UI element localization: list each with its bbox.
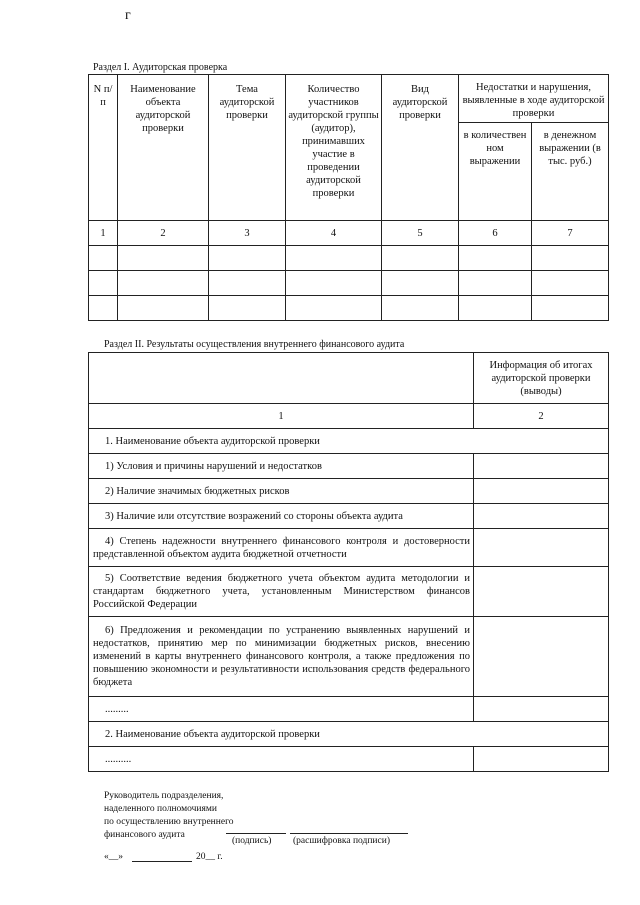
- header-num: N п/п: [89, 75, 118, 221]
- object-name-row-2: 2. Наименование объекта аудиторской проверки: [89, 722, 609, 747]
- col-number: 5: [382, 221, 459, 246]
- ellipsis-row: .........: [89, 697, 474, 722]
- results-table: [88, 352, 609, 772]
- header-topic: Тема аудиторской проверки: [209, 75, 286, 221]
- objections-row: 3) Наличие или отсутствие возражений со стороны объекта аудита: [89, 504, 474, 529]
- col-number: 6: [459, 221, 532, 246]
- corner-mark: г: [125, 8, 131, 23]
- reliability-row: 4) Степень надежности внутреннего финансового контроля и достоверности представленной объектом аудита бюджетной отчетности: [89, 529, 474, 567]
- header-participants: Количество участников аудиторской группы (аудитор), принимавших участие в проведении аудиторской проверки: [286, 75, 382, 221]
- column-numbers-row: [89, 221, 609, 246]
- budget-risks-row: 2) Наличие значимых бюджетных рисков: [89, 479, 474, 504]
- col-number: 4: [286, 221, 382, 246]
- header-quantity: в количествен ном выражении: [459, 123, 532, 221]
- header-money: в денежном выражении (в тыс. руб.): [532, 123, 609, 221]
- header-object: Наименование объекта аудиторской проверки: [118, 75, 209, 221]
- col-number: 2: [474, 404, 609, 429]
- decode-underline: [290, 833, 408, 834]
- compliance-row: 5) Соответствие ведения бюджетного учета объектом аудита методологии и стандартам бюджетного учета, установленным Министерством финансов Российской Федерации: [89, 567, 474, 617]
- date-day: «__»: [104, 852, 123, 862]
- table-row: [89, 246, 609, 271]
- audit-table: [88, 74, 609, 321]
- header-info: Информация об итогах аудиторской проверки (выводы): [474, 353, 609, 404]
- signature-line: Руководитель подразделения,: [104, 791, 224, 801]
- conditions-row: 1) Условия и причины нарушений и недостатков: [89, 454, 474, 479]
- header-type: Вид аудиторской проверки: [382, 75, 459, 221]
- table-row: [89, 296, 609, 321]
- date-year: 20__ г.: [196, 852, 223, 862]
- date-month-underline: [132, 861, 192, 862]
- ellipsis-row-2: ..........: [89, 747, 474, 772]
- column-numbers-row: [89, 404, 609, 429]
- col-number: 1: [89, 221, 118, 246]
- proposals-row: 6) Предложения и рекомендации по устранению выявленных нарушений и недостатков, принятию мер по минимизации бюджетных рисков, внесению изменений в карты внутреннего финансового контроля, а также предложения по повышению экономности и результативности использования средств федерального бюджета: [89, 617, 474, 697]
- signature-line: наделенного полномочиями: [104, 804, 217, 814]
- section2-title: Раздел II. Результаты осуществления внутреннего финансового аудита: [104, 339, 405, 350]
- signature-line: финансового аудита: [104, 830, 185, 840]
- col-number: 7: [532, 221, 609, 246]
- col-number: 2: [118, 221, 209, 246]
- signature-line: по осуществлению внутреннего: [104, 817, 234, 827]
- signature-block: [104, 790, 233, 842]
- section1-title: Раздел I. Аудиторская проверка: [93, 62, 228, 73]
- col-number: 1: [89, 404, 474, 429]
- table-row: [89, 271, 609, 296]
- decode-label: (расшифровка подписи): [293, 836, 390, 846]
- signature-underline: [226, 833, 286, 834]
- header-violations: Недостатки и нарушения, выявленные в ходе аудиторской проверки: [459, 75, 609, 123]
- col-number: 3: [209, 221, 286, 246]
- sign-label: (подпись): [232, 836, 272, 846]
- object-name-row: 1. Наименование объекта аудиторской проверки: [89, 429, 609, 454]
